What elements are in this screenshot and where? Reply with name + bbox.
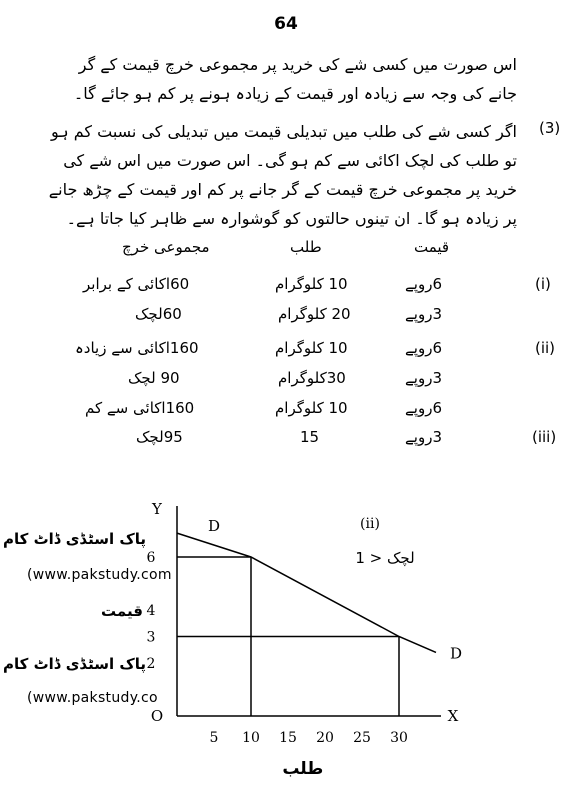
cell-price: 6روپے (405, 275, 442, 293)
cell-total: 95لچک (136, 428, 183, 446)
cell-total: 160اکائی سے کم (85, 399, 195, 417)
x-tick-label: 5 (209, 730, 219, 746)
watermark-url-1: (www.pakstudy.com (27, 567, 172, 583)
cell-demand: 10 کلوگرام (275, 275, 348, 293)
cell-total: 160اکائی سے زیادہ (75, 339, 199, 357)
curve-label-end: D (449, 644, 463, 663)
page-number: 64 (274, 14, 298, 34)
cell-price: 6روپے (405, 399, 442, 417)
header-total: مجموعی خرچ (122, 238, 210, 256)
watermark-urdu-2: پاک اسٹڈی ڈاٹ کام (3, 655, 146, 673)
watermark-urdu-1: پاک اسٹڈی ڈاٹ کام (3, 530, 146, 548)
cell-total: 60لچک (135, 305, 182, 323)
case-label: (ii) (360, 516, 380, 532)
x-tick-label: 25 (353, 730, 371, 746)
x-tick-label: 10 (242, 730, 260, 746)
origin-label: O (150, 707, 164, 725)
cell-demand: 15 (300, 428, 320, 446)
paragraph-1: اس صورت میں کسی شے کی خرید پر مجموعی خرچ قیمت کے گر جانے کی وجہ سے زیادہ اور قیمت کے زیادہ ہونے پر کم ہو جائے گا۔ (73, 55, 517, 103)
y-axis-label: قیمت (101, 602, 143, 620)
x-tick-label: 30 (390, 730, 408, 746)
y-tick-label: 4 (146, 603, 156, 619)
y-tick-label: 6 (146, 550, 156, 566)
row-label: (ii) (535, 339, 556, 357)
watermark-url-2: (www.pakstudy.co (27, 690, 158, 706)
y-tick-label: 2 (146, 656, 156, 672)
elasticity-label: لچک < 1 (355, 549, 415, 567)
header-demand: طلب (290, 238, 322, 256)
x-tick-label: 15 (279, 730, 297, 746)
cell-demand: 20 کلوگرام (278, 305, 351, 323)
row-label: (iii) (532, 428, 557, 446)
row-label: (i) (535, 275, 551, 293)
item-3-text: اگر کسی شے کی طلب میں تبدیلی قیمت میں تبدیلی کی نسبت کم ہو تو طلب کی لچک اکائی سے کم ہو گی۔ اس صورت میں اس شے کی خرید پر مجموعی خرچ قیمت کے گر جانے پر کم اور قیمت کے چڑھ جانے پر زیادہ ہو گا۔ ان تینوں حالتوں کو گوشوارہ سے ظاہر کیا جاتا ہے۔ (48, 122, 517, 228)
x-axis-label: طلب (282, 759, 324, 779)
cell-price: 3روپے (405, 369, 442, 387)
cell-demand: 10 کلوگرام (275, 399, 348, 417)
cell-demand: 30کلوگرام (278, 369, 346, 387)
cell-total: 60اکائی کے برابر (83, 275, 190, 293)
cell-price: 3روپے (405, 428, 442, 446)
x-tick-label: 20 (316, 730, 334, 746)
y-axis-letter: Y (152, 500, 162, 518)
cell-price: 6روپے (405, 339, 442, 357)
item-3-marker: (3) (539, 119, 561, 137)
cell-price: 3روپے (405, 305, 442, 323)
y-tick-label: 3 (146, 629, 156, 646)
header-price: قیمت (414, 238, 450, 256)
curve-label-start: D (207, 517, 221, 536)
cell-total: 90 لچک (128, 369, 180, 387)
cell-demand: 10 کلوگرام (275, 339, 348, 357)
x-axis-letter: X (447, 707, 459, 725)
